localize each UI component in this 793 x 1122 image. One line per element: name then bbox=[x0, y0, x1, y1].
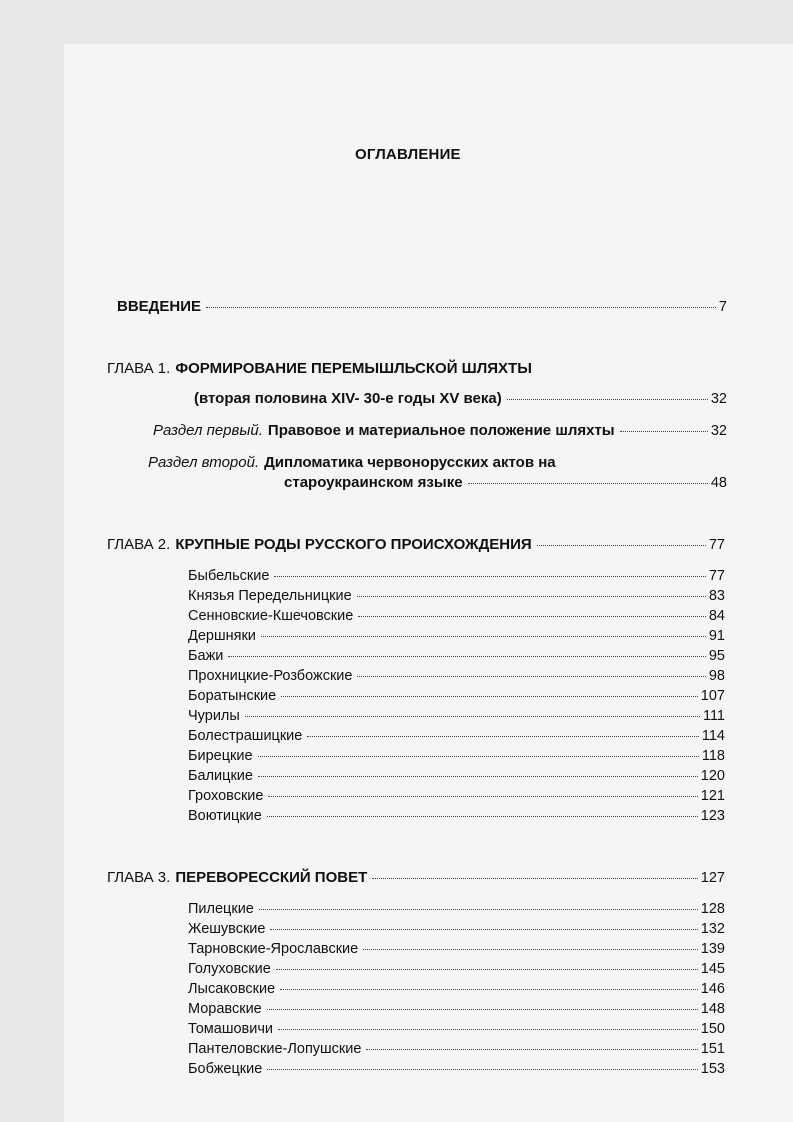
dot-leader bbox=[228, 656, 705, 657]
dot-leader bbox=[267, 816, 698, 817]
toc-item[interactable] bbox=[188, 999, 725, 1019]
chapter-prefix: ГЛАВА 1. bbox=[107, 360, 171, 377]
page-number: 77 bbox=[708, 537, 725, 553]
dot-leader bbox=[270, 929, 697, 930]
chapter-prefix: ГЛАВА 2. bbox=[107, 536, 171, 553]
item-name: Князья Передельницкие bbox=[188, 588, 352, 604]
item-name: Бажи bbox=[188, 648, 224, 664]
page-number: 128 bbox=[700, 901, 725, 917]
toc-item[interactable] bbox=[188, 939, 725, 959]
item-name: Пилецкие bbox=[188, 901, 254, 917]
page-number: 84 bbox=[708, 608, 725, 624]
page-number: 95 bbox=[708, 648, 725, 664]
page-number: 153 bbox=[700, 1061, 725, 1077]
dot-leader bbox=[276, 969, 698, 970]
dot-leader bbox=[268, 796, 697, 797]
page-number: 146 bbox=[700, 981, 725, 997]
item-name: Бирецкие bbox=[188, 748, 253, 764]
page-number: 151 bbox=[700, 1041, 725, 1057]
section-2-heading[interactable] bbox=[148, 453, 556, 473]
chapter-title: ПЕРЕВОРЕССКИЙ ПОВЕТ bbox=[175, 869, 368, 886]
page-number: 148 bbox=[700, 1001, 725, 1017]
item-name: Пантеловские-Лопушские bbox=[188, 1041, 362, 1057]
dot-leader bbox=[261, 636, 706, 637]
page-number: 91 bbox=[708, 628, 725, 644]
dot-leader bbox=[258, 776, 698, 777]
page-number: 123 bbox=[700, 808, 725, 824]
toc-item[interactable] bbox=[188, 666, 725, 686]
toc-item[interactable] bbox=[188, 606, 725, 626]
section-label: Раздел первый. bbox=[153, 422, 263, 439]
section-2-entry[interactable] bbox=[284, 473, 727, 493]
toc-item[interactable] bbox=[188, 686, 725, 706]
page-number: 120 bbox=[700, 768, 725, 784]
section-title: Правовое и материальное положение шляхты bbox=[267, 422, 615, 439]
chapter-1-subtitle-entry[interactable] bbox=[194, 389, 727, 409]
item-name: Дершняки bbox=[188, 628, 256, 644]
toc-item[interactable] bbox=[188, 646, 725, 666]
page-number: 7 bbox=[718, 299, 727, 315]
item-name: Жешувские bbox=[188, 921, 266, 937]
toc-item[interactable] bbox=[188, 1059, 725, 1079]
dot-leader bbox=[278, 1029, 698, 1030]
page-number: 121 bbox=[700, 788, 725, 804]
toc-item[interactable] bbox=[188, 1019, 725, 1039]
dot-leader bbox=[366, 1049, 697, 1050]
dot-leader bbox=[372, 878, 698, 879]
item-name: Моравские bbox=[188, 1001, 262, 1017]
intro-title: ВВЕДЕНИЕ bbox=[117, 298, 201, 315]
chapter-2-entry[interactable] bbox=[107, 535, 725, 555]
page-number: 98 bbox=[708, 668, 725, 684]
section-title-line-1: Дипломатика червонорусских актов на bbox=[264, 454, 556, 471]
dot-leader bbox=[281, 696, 698, 697]
item-name: Балицкие bbox=[188, 768, 253, 784]
page-number: 139 bbox=[700, 941, 725, 957]
toc-item[interactable] bbox=[188, 626, 725, 646]
item-name: Чурилы bbox=[188, 708, 240, 724]
item-name: Быбельские bbox=[188, 568, 270, 584]
section-title-line-2: староукраинском языке bbox=[284, 474, 463, 491]
chapter-subtitle: (вторая половина XIV- 30-е годы XV века) bbox=[194, 390, 502, 407]
toc-item[interactable] bbox=[188, 746, 725, 766]
dot-leader bbox=[280, 989, 698, 990]
item-name: Болестрашицкие bbox=[188, 728, 303, 744]
page-number: 145 bbox=[700, 961, 725, 977]
page-number: 83 bbox=[708, 588, 725, 604]
page-number: 114 bbox=[701, 728, 725, 744]
toc-item[interactable] bbox=[188, 979, 725, 999]
page-number: 32 bbox=[710, 391, 727, 407]
dot-leader bbox=[468, 483, 708, 484]
chapter-title: КРУПНЫЕ РОДЫ РУССКОГО ПРОИСХОЖДЕНИЯ bbox=[175, 536, 532, 553]
item-name: Тарновские-Ярославские bbox=[188, 941, 359, 957]
dot-leader bbox=[363, 949, 698, 950]
toc-item[interactable] bbox=[188, 586, 725, 606]
page-number: 32 bbox=[710, 423, 727, 439]
toc-item[interactable] bbox=[188, 766, 725, 786]
dot-leader bbox=[274, 576, 705, 577]
dot-leader bbox=[259, 909, 698, 910]
dot-leader bbox=[358, 616, 706, 617]
item-name: Гроховские bbox=[188, 788, 264, 804]
page-number: 127 bbox=[700, 870, 725, 886]
toc-item[interactable] bbox=[188, 706, 725, 726]
toc-entry-intro[interactable] bbox=[117, 297, 727, 317]
page-number: 150 bbox=[700, 1021, 725, 1037]
item-name: Лысаковские bbox=[188, 981, 276, 997]
dot-leader bbox=[507, 399, 708, 400]
page-number: 107 bbox=[700, 688, 725, 704]
dot-leader bbox=[620, 431, 708, 432]
dot-leader bbox=[206, 307, 716, 308]
section-1-entry[interactable] bbox=[153, 421, 727, 441]
item-name: Томашовичи bbox=[188, 1021, 273, 1037]
dot-leader bbox=[307, 736, 699, 737]
toc-item[interactable] bbox=[188, 566, 725, 586]
page-number: 77 bbox=[708, 568, 725, 584]
dot-leader bbox=[245, 716, 700, 717]
dot-leader bbox=[537, 545, 706, 546]
toc-item[interactable] bbox=[188, 786, 725, 806]
item-name: Сенновские-Кшечовские bbox=[188, 608, 354, 624]
chapter-3-entry[interactable] bbox=[107, 868, 725, 888]
dot-leader bbox=[267, 1009, 698, 1010]
item-name: Воютицкие bbox=[188, 808, 262, 824]
toc-item[interactable] bbox=[188, 1039, 725, 1059]
page-number: 118 bbox=[701, 748, 725, 764]
dot-leader bbox=[357, 596, 706, 597]
page-number: 48 bbox=[710, 475, 727, 491]
section-label: Раздел второй. bbox=[148, 454, 260, 471]
dot-leader bbox=[258, 756, 699, 757]
page-number: 111 bbox=[702, 708, 725, 724]
toc-item[interactable] bbox=[188, 899, 725, 919]
toc-item[interactable] bbox=[188, 726, 725, 746]
toc-item[interactable] bbox=[188, 959, 725, 979]
dot-leader bbox=[357, 676, 705, 677]
chapter-title: ФОРМИРОВАНИЕ ПЕРЕМЫШЛЬСКОЙ ШЛЯХТЫ bbox=[175, 360, 532, 377]
chapter-prefix: ГЛАВА 3. bbox=[107, 869, 171, 886]
toc-heading: ОГЛАВЛЕНИЕ bbox=[355, 146, 461, 163]
item-name: Боратынские bbox=[188, 688, 277, 704]
item-name: Прохницкие-Розбожские bbox=[188, 668, 353, 684]
page-number: 132 bbox=[700, 921, 725, 937]
toc-item[interactable] bbox=[188, 919, 725, 939]
dot-leader bbox=[267, 1069, 697, 1070]
item-name: Голуховские bbox=[188, 961, 271, 977]
item-name: Бобжецкие bbox=[188, 1061, 263, 1077]
toc-item[interactable] bbox=[188, 806, 725, 826]
chapter-1-heading[interactable] bbox=[107, 359, 532, 379]
